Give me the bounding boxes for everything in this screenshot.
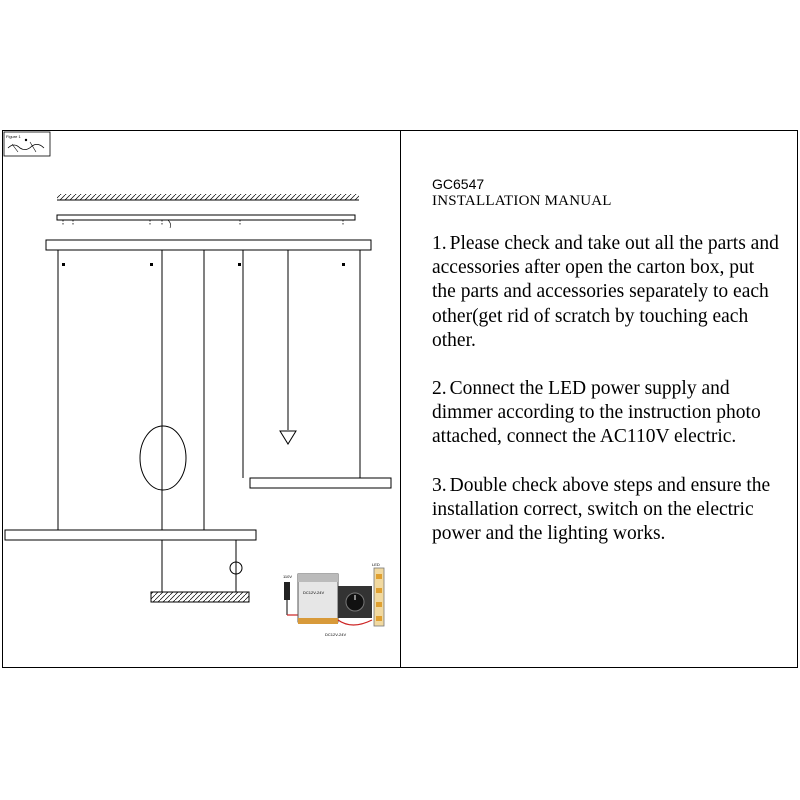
right-light-bar	[250, 478, 391, 488]
manual-title: INSTALLATION MANUAL	[432, 193, 612, 209]
plug-icon	[284, 582, 290, 600]
wiring-diagram	[283, 562, 384, 637]
canopy-plate	[46, 240, 371, 250]
ceiling-mount-bar	[57, 215, 355, 228]
bottom-light-bar	[151, 592, 249, 602]
triangle-pendant	[280, 431, 296, 444]
step-number: 3.	[432, 474, 447, 496]
instruction-steps	[432, 232, 782, 546]
step-item	[432, 232, 782, 353]
step-text: Connect the LED power supply and dimmer according to the instruction photo attached, connect the AC110V electric.	[432, 378, 761, 448]
step-number: 1.	[432, 233, 447, 254]
figure-thumbnail	[4, 132, 50, 156]
ceiling	[57, 194, 359, 200]
suspension-wires	[58, 250, 360, 592]
oval-ring	[140, 426, 186, 490]
left-light-bar	[5, 530, 256, 540]
led-label: LED	[372, 562, 380, 567]
psu-bottom-label: DC12V-24V	[325, 632, 347, 637]
psu-label: DC12V-24V	[303, 590, 325, 595]
step-text: Please check and take out all the parts and accessories after open the carton box, put the parts and accessories separately to each other(get rid of scratch by touching each other.	[432, 233, 779, 351]
plug-label: 110V	[283, 574, 293, 579]
step-item	[432, 377, 782, 450]
step-item	[432, 474, 782, 547]
step-text: Double check above steps and ensure the installation correct, switch on the electric power and the lighting works.	[432, 474, 771, 545]
thumbnail-label: Figure 1	[6, 134, 21, 139]
model-number: GC6547	[432, 176, 485, 192]
step-number: 2.	[432, 378, 447, 400]
